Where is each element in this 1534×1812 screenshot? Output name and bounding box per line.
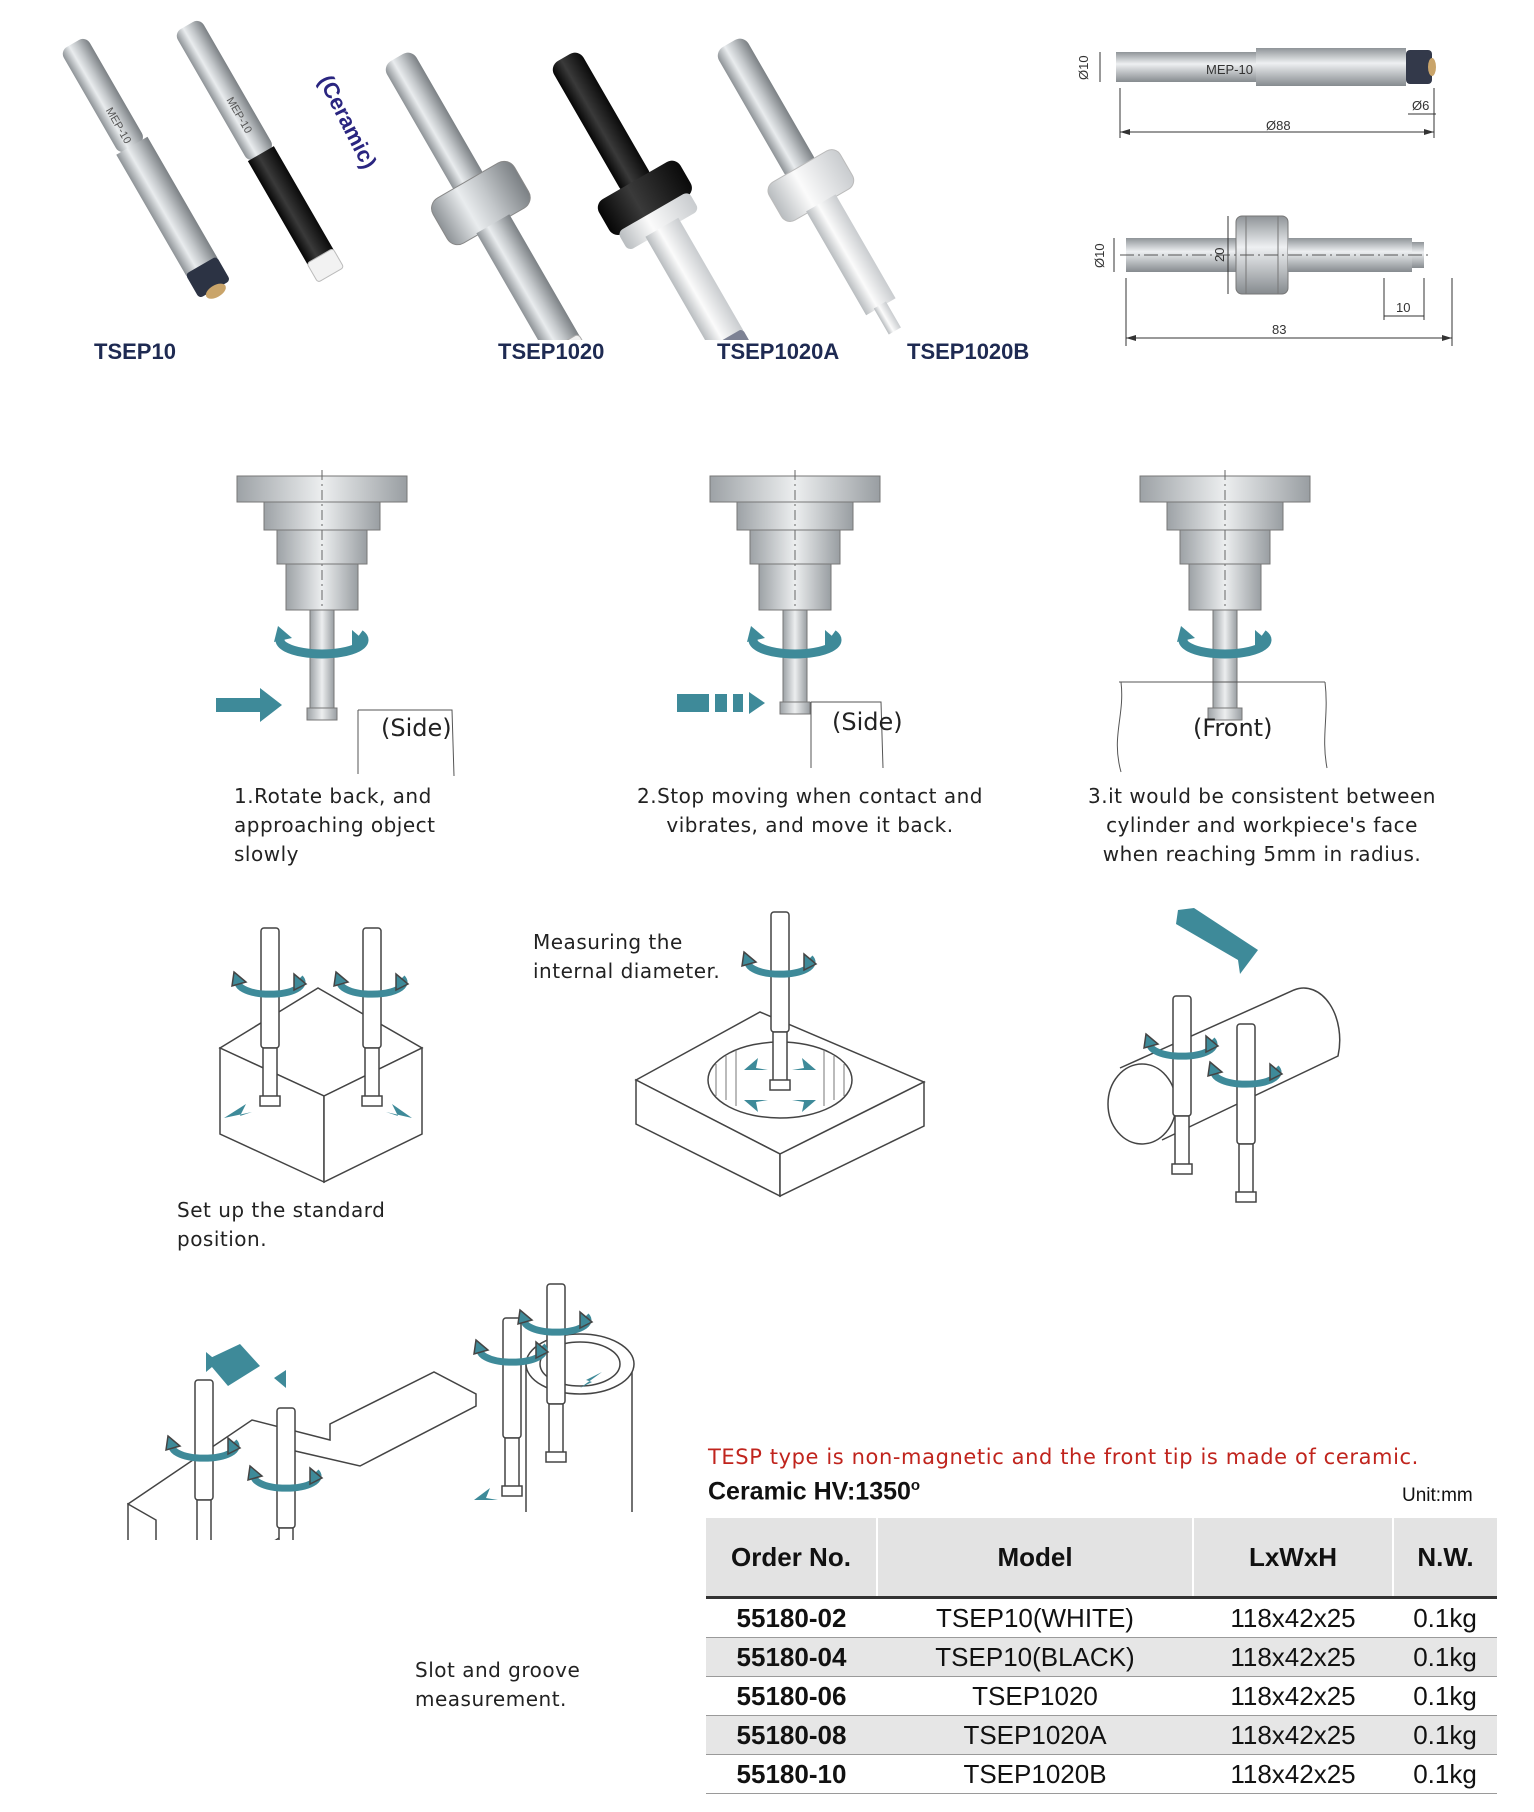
header-model: Model (877, 1518, 1193, 1598)
drawing-top-dia-left: Ø10 (1076, 55, 1091, 80)
table-row (706, 1598, 1497, 1638)
weight-cell: 0.1kg (1393, 1716, 1497, 1755)
model-cell: TSEP1020 (877, 1677, 1193, 1716)
step-3-caption-line: cylinder and workpiece's face (1106, 813, 1418, 837)
label-tsep1020: TSEP1020 (498, 339, 605, 364)
model-cell: TSEP1020B (877, 1755, 1193, 1794)
step-1-view: (Side) (381, 714, 452, 742)
label-tsep1020b: TSEP1020B (907, 339, 1030, 364)
weight-cell: 0.1kg (1393, 1638, 1497, 1677)
step-1-caption-line: 1.Rotate back, and (234, 784, 432, 808)
order-no-cell: 55180-06 (706, 1677, 877, 1716)
drawing-top-dia-tip: Ø6 (1412, 98, 1430, 113)
step-2-caption-line: vibrates, and move it back. (666, 813, 954, 837)
size-cell: 118x42x25 (1193, 1755, 1393, 1794)
step-3-caption (1064, 782, 1460, 869)
size-cell: 118x42x25 (1193, 1677, 1393, 1716)
order-no-cell: 55180-02 (706, 1598, 877, 1638)
step-3-caption-line: 3.it would be consistent between (1088, 784, 1436, 808)
step-3-view: (Front) (1193, 714, 1273, 742)
table-header-row (706, 1518, 1497, 1598)
drawing-bottom-dia-left: Ø10 (1092, 243, 1107, 268)
order-no-cell: 55180-08 (706, 1716, 877, 1755)
drawing-bottom-tip-len: 10 (1396, 300, 1411, 315)
drawing-top-length: Ø88 (1266, 118, 1291, 133)
step-1-caption-line: slowly (234, 842, 299, 866)
internal-diameter-line: internal diameter. (533, 959, 721, 983)
tsep1020b-photo (693, 23, 930, 340)
ceramic-note: (Ceramic) (313, 70, 382, 173)
header-size: LxWxH (1193, 1518, 1393, 1598)
table-row (706, 1677, 1497, 1716)
order-no-cell: 55180-04 (706, 1638, 877, 1677)
weight-cell: 0.1kg (1393, 1598, 1497, 1638)
label-tsep10: TSEP10 (94, 339, 176, 364)
ceramic-notice: TESP type is non-magnetic and the front tip is made of ceramic. (708, 1445, 1419, 1469)
drawing-tsep1020 (1092, 216, 1452, 346)
step-2-view: (Side) (832, 708, 903, 736)
standard-position-caption (177, 1196, 385, 1254)
drawing-tsep10 (1076, 48, 1436, 138)
header-order-no: Order No. (706, 1518, 877, 1598)
size-cell: 118x42x25 (1193, 1638, 1393, 1677)
header-weight: N.W. (1393, 1518, 1497, 1598)
weight-cell: 0.1kg (1393, 1677, 1497, 1716)
table-row (706, 1638, 1497, 1677)
technical-drawings (1060, 30, 1480, 350)
step-1-caption (234, 782, 436, 869)
cylinder-illustration (1108, 908, 1340, 1202)
drawing-bottom-length: 83 (1272, 322, 1287, 337)
drawing-top-engraving: MEP-10 (1206, 62, 1253, 77)
step-2-caption-line: 2.Stop moving when contact and (637, 784, 983, 808)
drawing-bottom-collar: 20 (1212, 247, 1227, 262)
tsep10-ceramic-engraving: MEP-10 (223, 95, 254, 136)
slot-groove-line: Slot and groove (415, 1658, 581, 1682)
weight-cell: 0.1kg (1393, 1755, 1497, 1794)
tsep10-engraving: MEP-10 (102, 105, 134, 147)
step-illustrations (0, 460, 1534, 780)
hardness-degree: o (910, 1477, 921, 1494)
step-1-caption-line: approaching object (234, 813, 436, 837)
model-cell: TSEP10(WHITE) (877, 1598, 1193, 1638)
hardness-heading (708, 1477, 920, 1506)
standard-position-line: Set up the standard (177, 1198, 386, 1222)
label-tsep1020a: TSEP1020A (717, 339, 840, 364)
standard-position-illustration (220, 928, 422, 1182)
product-photos (0, 0, 1080, 340)
step-2-caption (612, 782, 1008, 840)
slot-groove-line: measurement. (415, 1687, 567, 1711)
size-cell: 118x42x25 (1193, 1598, 1393, 1638)
order-no-cell: 55180-10 (706, 1755, 877, 1794)
spec-table (706, 1518, 1497, 1794)
internal-diameter-line: Measuring the (533, 930, 683, 954)
table-row (706, 1755, 1497, 1794)
size-cell: 118x42x25 (1193, 1716, 1393, 1755)
model-cell: TSEP10(BLACK) (877, 1638, 1193, 1677)
standard-position-line: position. (177, 1227, 268, 1251)
step-3-caption-line: when reaching 5mm in radius. (1102, 842, 1422, 866)
slot-groove-illustration (128, 1344, 476, 1540)
table-row (706, 1716, 1497, 1755)
hardness-text: Ceramic HV:1350 (708, 1477, 911, 1506)
unit-label: Unit:mm (1402, 1485, 1473, 1506)
tube-illustration (474, 1284, 634, 1512)
model-cell: TSEP1020A (877, 1716, 1193, 1755)
internal-diameter-caption (533, 928, 720, 986)
slot-groove-caption (415, 1656, 580, 1714)
